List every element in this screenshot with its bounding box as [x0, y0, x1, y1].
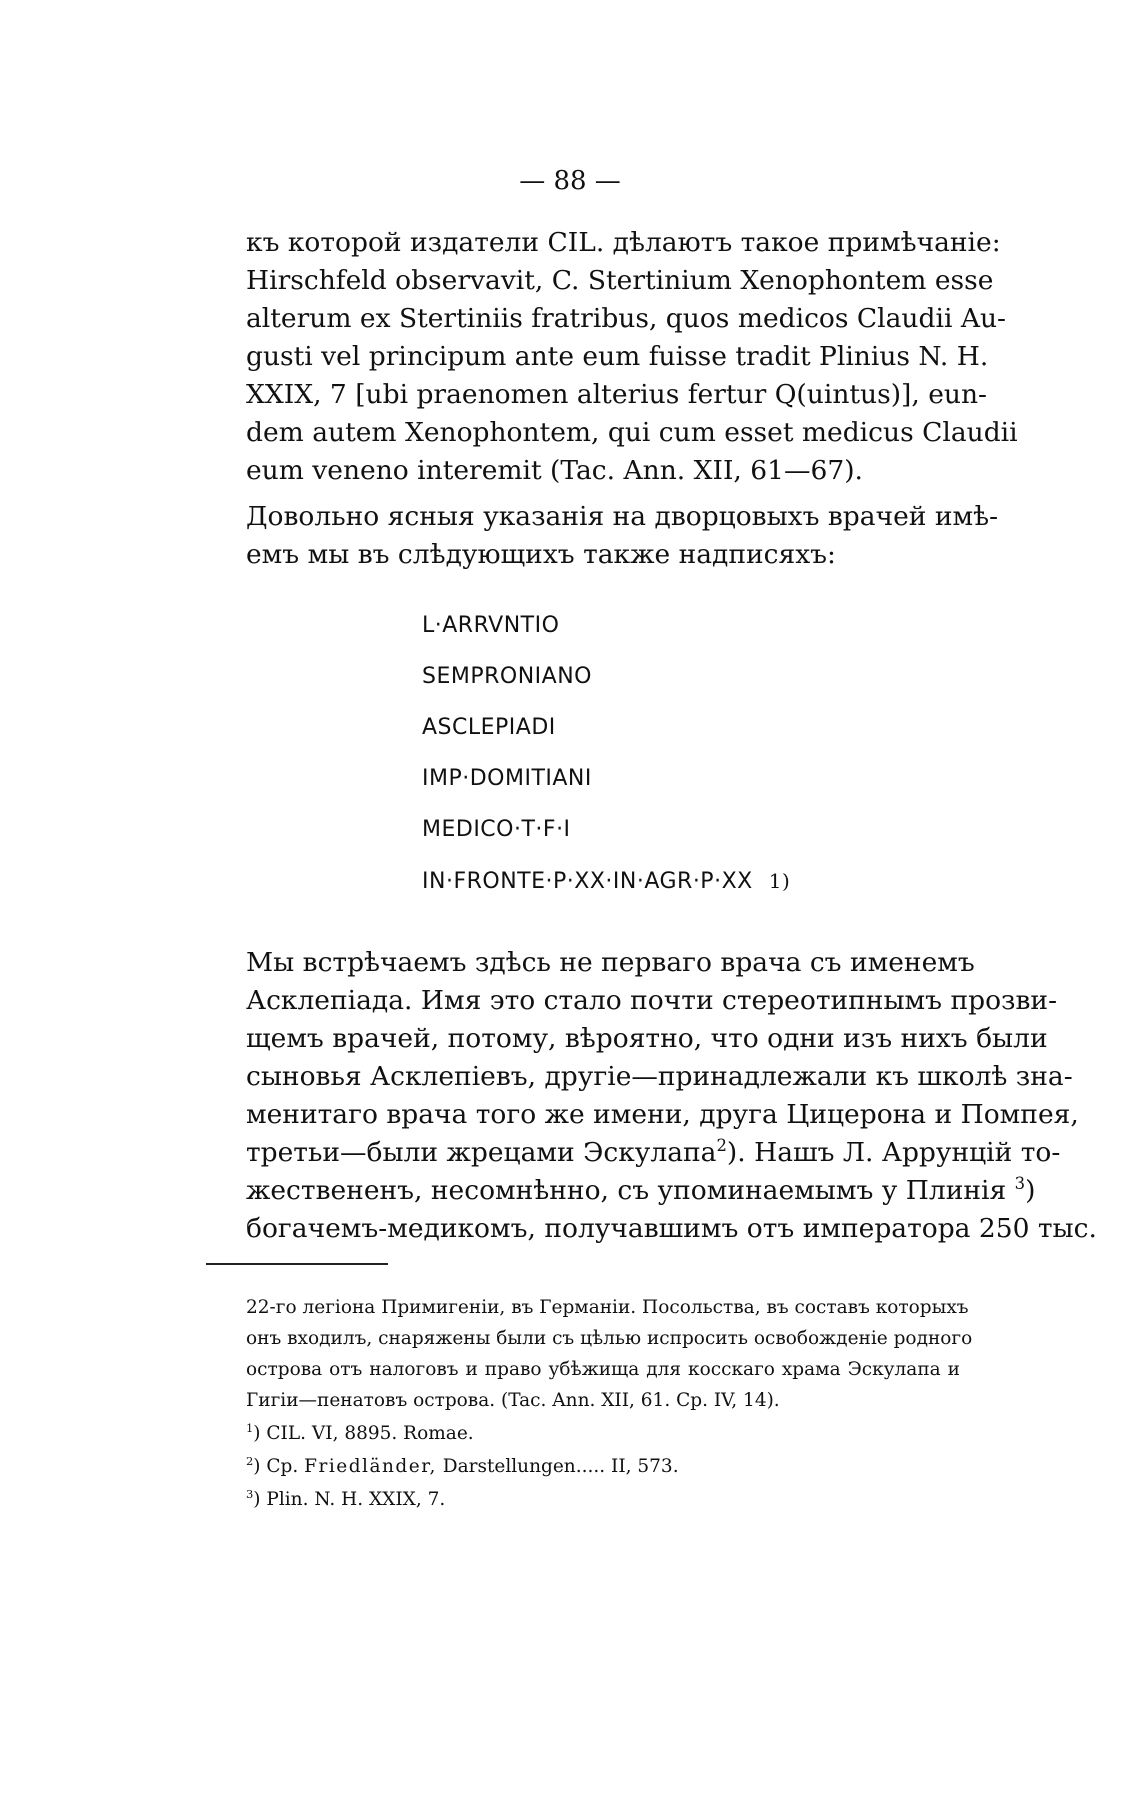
- text-line: богачемъ-медикомъ, получавшимъ отъ императора 250 тыс.: [246, 1213, 1097, 1244]
- text-line: gusti vel principum ante eum fuisse tradit Plinius N. H.: [246, 341, 989, 372]
- text-line: XXIX, 7 [ubi praenomen alterius fertur Q(uintus)], eun-: [246, 379, 987, 410]
- text-segment: ): [1025, 1175, 1036, 1206]
- text-segment: ). Нашъ Л. Аррунцій то-: [726, 1137, 1061, 1168]
- text-line: [246, 1134, 1061, 1172]
- text-segment: жествененъ, несомнѣнно, съ упоминаемымъ у Плинія: [246, 1175, 1007, 1206]
- footnote-marker: 3: [246, 1486, 254, 1501]
- text-line: Hirschfeld observavit, C. Stertinium Xenophontem esse: [246, 265, 994, 296]
- footnote-continuation: [246, 1292, 973, 1416]
- latin-inscription: [422, 606, 790, 912]
- footnote-marker: 1: [246, 1420, 254, 1435]
- text-line: Асклепіада. Имя это стало почти стереотипнымъ прозви-: [246, 985, 1058, 1016]
- inscription-line: L·ARRVNTIO: [422, 613, 560, 638]
- text-line: емъ мы въ слѣдующихъ также надписяхъ:: [246, 539, 836, 570]
- footnote-2: [246, 1450, 679, 1483]
- inscription-line: IMP·DOMITIANI: [422, 766, 592, 791]
- text-line: [246, 1172, 1036, 1210]
- text-line: dem autem Xenophontem, qui cum esset medicus Claudii: [246, 417, 1018, 448]
- latin-commentary-paragraph: [246, 224, 1018, 490]
- inscription-line: ASCLEPIADI: [422, 715, 556, 740]
- inscription-line: MEDICO·T·F·I: [422, 817, 571, 842]
- footnote-line: острова отъ налоговъ и право убѣжища для косскаго храма Эскулапа и: [246, 1359, 960, 1380]
- page-number: — 88 —: [519, 166, 621, 196]
- footnote-marker: 2: [246, 1453, 254, 1468]
- text-line: Довольно ясныя указанія на дворцовыхъ врачей имѣ-: [246, 501, 999, 532]
- footnote-1: [246, 1417, 679, 1450]
- text-line: щемъ врачей, потому, вѣроятно, что одни изъ нихъ были: [246, 1023, 1048, 1054]
- footnote-reference: 2: [716, 1136, 727, 1156]
- discussion-paragraph: [246, 944, 1097, 1248]
- text-line: alterum ex Stertiniis fratribus, quos medicos Claudii Au-: [246, 303, 1006, 334]
- footnote-text: ) CIL. VI, 8895. Romae.: [253, 1423, 474, 1444]
- footnotes-list: [246, 1417, 679, 1516]
- footnote-text: ) Ср.: [253, 1456, 305, 1477]
- inscription-line-text: IN·FRONTE·P·XX·IN·AGR·P·XX: [422, 869, 753, 894]
- text-line: къ которой издатели CIL. дѣлаютъ такое примѣчаніе:: [246, 227, 1001, 258]
- footnote-line: онъ входилъ, снаряжены были съ цѣлью испросить освобожденіе родного: [246, 1328, 973, 1349]
- footnote-line: 22-го легіона Примигеніи, въ Германіи. Посольства, въ составъ которыхъ: [246, 1297, 969, 1318]
- inscription-line: [422, 861, 790, 912]
- text-segment: третьи—были жрецами Эскулапа: [246, 1137, 717, 1168]
- text-line: eum veneno interemit (Tac. Ann. XII, 61—67).: [246, 455, 863, 486]
- footnote-text: Darstellungen..... II, 573.: [436, 1456, 679, 1477]
- footnote-reference: 3: [1014, 1174, 1026, 1194]
- footnote-reference: 1): [768, 869, 791, 893]
- author-name: Friedländer,: [304, 1456, 437, 1477]
- footnote-text: ) Plin. N. H. XXIX, 7.: [253, 1489, 446, 1510]
- inscription-line: SEMPRONIANO: [422, 664, 592, 689]
- text-line: Мы встрѣчаемъ здѣсь не перваго врача съ именемъ: [246, 947, 975, 978]
- intro-paragraph: [246, 498, 999, 574]
- footnote-line: Гигіи—пенатовъ острова. (Tac. Ann. XII, 61. Ср. IV, 14).: [246, 1390, 780, 1411]
- text-line: менитаго врача того же имени, друга Цицерона и Помпея,: [246, 1099, 1079, 1130]
- footnote-divider: [206, 1263, 388, 1265]
- footnote-3: [246, 1483, 679, 1516]
- text-line: сыновья Асклепіевъ, другіе—принадлежали къ школѣ зна-: [246, 1061, 1073, 1092]
